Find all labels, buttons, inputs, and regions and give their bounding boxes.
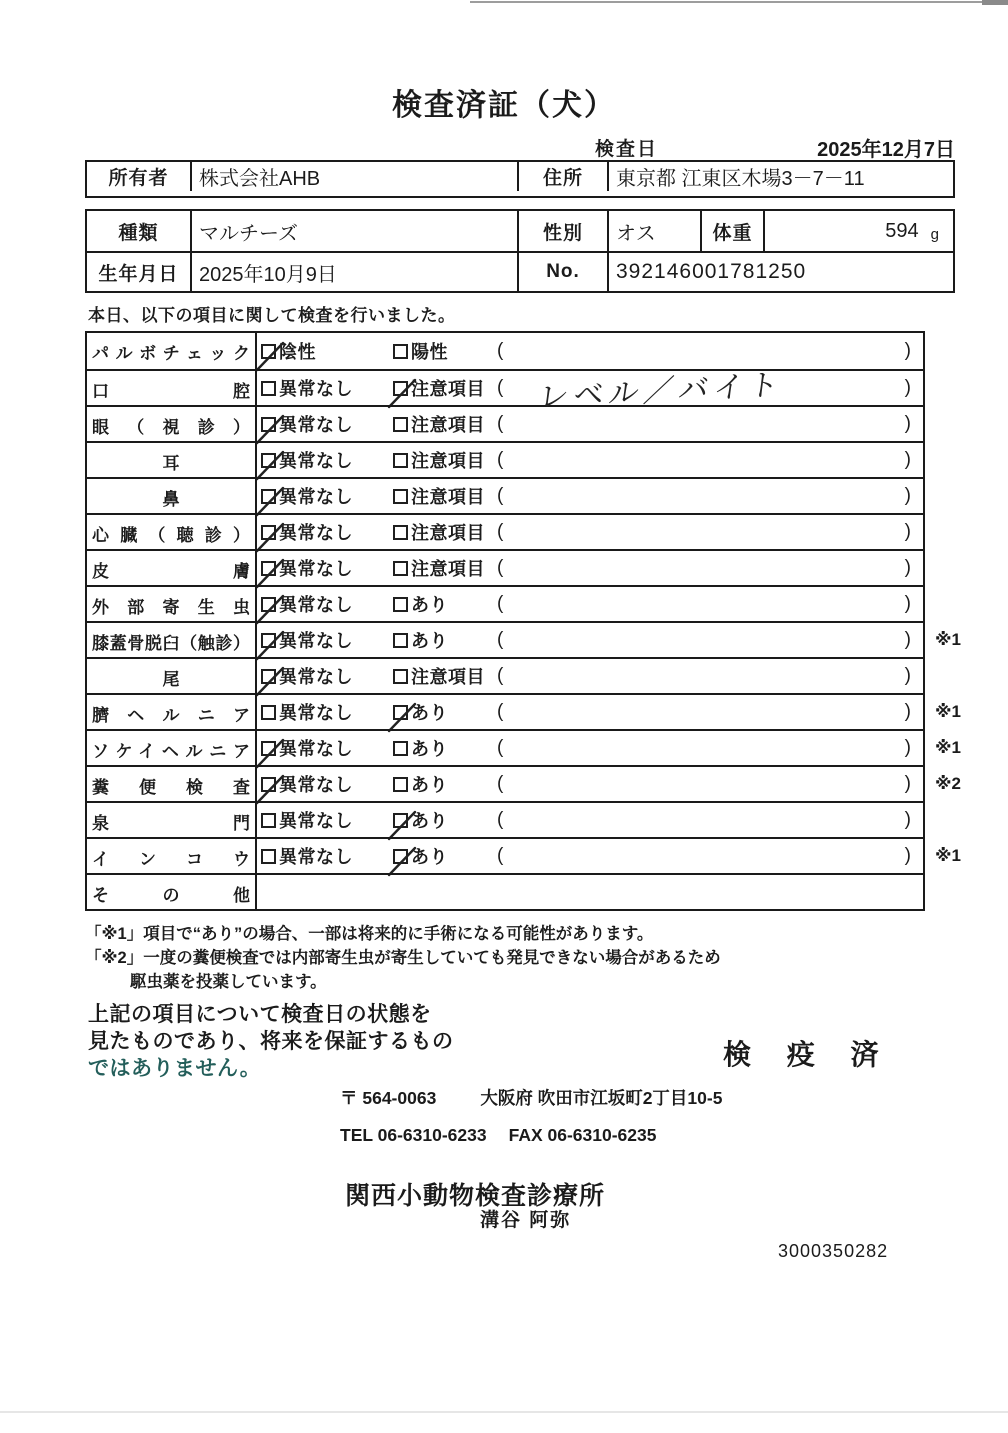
checklist-row-content xyxy=(257,551,923,585)
option-2-checkbox xyxy=(393,453,408,468)
option-2-option xyxy=(393,771,448,797)
option-2-label: あり xyxy=(411,775,448,795)
scan-artifact-corner xyxy=(982,0,1008,5)
remark-mark: ※2 xyxy=(935,774,961,793)
scan-artifact-bottom-line xyxy=(0,1411,1008,1413)
disclaimer-line-3: ではありません。 xyxy=(88,1057,262,1080)
option-2-option xyxy=(393,375,485,401)
option-1-option xyxy=(261,555,353,581)
no-label: No. xyxy=(519,253,609,291)
paren-open: ( xyxy=(497,845,504,866)
checklist-row xyxy=(87,513,923,549)
option-1-label: 異常なし xyxy=(279,775,353,795)
option-2-option xyxy=(393,627,448,653)
remark-mark: ※1 xyxy=(935,630,961,649)
page-title: 検査済証（犬） xyxy=(392,89,616,122)
option-2-option xyxy=(393,411,485,437)
disclaimer-line-2: 見たものであり、将来を保証するもの xyxy=(88,1030,454,1053)
check-slash-mark xyxy=(254,448,287,481)
option-1-option xyxy=(261,735,353,761)
checklist-row xyxy=(87,441,923,477)
option-2-checkbox-checked xyxy=(393,705,408,720)
paren-close: ) xyxy=(904,665,911,686)
checklist-item-label: 尾 xyxy=(87,659,257,693)
handwritten-note: レベル／バイト xyxy=(536,368,786,415)
birth-value: 2025年10月9日 xyxy=(192,253,519,291)
paren-close: ) xyxy=(904,377,911,398)
pet-row-1 xyxy=(87,211,953,251)
option-2-option xyxy=(393,555,485,581)
checklist-item-label: 泉門 xyxy=(87,803,257,837)
clinic-address-line xyxy=(340,1085,722,1110)
checklist-item-label: 鼻 xyxy=(87,479,257,513)
option-2-checkbox xyxy=(393,489,408,504)
option-1-option xyxy=(261,807,353,833)
option-1-checkbox-checked xyxy=(261,417,276,432)
option-1-label: 異常なし xyxy=(279,487,353,507)
paren-open: ( xyxy=(497,701,504,722)
option-2-option xyxy=(393,843,448,869)
birth-label: 生年月日 xyxy=(87,253,192,291)
option-1-option xyxy=(261,771,353,797)
checklist-item-label: 心臓（聴診） xyxy=(87,515,257,549)
option-1-option xyxy=(261,483,353,509)
checklist-row-content xyxy=(257,333,923,369)
option-2-checkbox xyxy=(393,561,408,576)
check-slash-mark xyxy=(386,808,419,841)
option-2-label: 注意項目 xyxy=(411,379,485,399)
weight-unit: g xyxy=(930,225,939,243)
check-slash-mark xyxy=(386,376,419,409)
option-1-label: 陰性 xyxy=(279,342,316,362)
option-2-option xyxy=(393,447,485,473)
option-2-label: あり xyxy=(411,847,448,867)
option-1-label: 異常なし xyxy=(279,595,353,615)
owner-table xyxy=(85,160,955,198)
option-2-checkbox xyxy=(393,525,408,540)
owner-value: 株式会社AHB xyxy=(192,162,519,191)
checklist-row xyxy=(87,405,923,441)
disclaimer-line-1: 上記の項目について検査日の状態を xyxy=(88,1003,432,1026)
option-1-checkbox-checked xyxy=(261,741,276,756)
paren-open: ( xyxy=(497,340,504,361)
option-1-option xyxy=(261,375,353,401)
option-2-option xyxy=(393,591,448,617)
paren-open: ( xyxy=(497,485,504,506)
checklist-row xyxy=(87,765,961,801)
footnote-1: 「※1」項目で“あり”の場合、一部は将来的に手術になる可能性があります。 xyxy=(85,925,654,943)
weight-value: 594 xyxy=(885,219,919,242)
option-2-label: 注意項目 xyxy=(411,667,485,687)
option-1-label: 異常なし xyxy=(279,703,353,723)
checklist-item-label: 耳 xyxy=(87,443,257,477)
weight-value-cell xyxy=(765,211,953,251)
address-value: 東京都 江東区木場3－7－11 xyxy=(616,168,865,190)
checklist-row xyxy=(87,837,961,873)
checklist-item-label: 口腔 xyxy=(87,371,257,405)
checklist-row xyxy=(87,873,923,909)
option-1-checkbox xyxy=(261,705,276,720)
footnotes xyxy=(85,922,721,994)
checklist-item-label: 外部寄生虫 xyxy=(87,587,257,621)
option-1-option xyxy=(261,591,353,617)
option-2-option xyxy=(393,663,485,689)
quarantine-stamp: 検 疫 済 xyxy=(723,1039,893,1070)
option-2-checkbox xyxy=(393,669,408,684)
clinic-fax: FAX 06-6310-6235 xyxy=(508,1125,657,1145)
footnote-2: 「※2」一度の糞便検査では内部寄生虫が寄生していても発見できない場合があるため xyxy=(85,949,721,967)
option-2-checkbox-checked xyxy=(393,849,408,864)
paren-close: ) xyxy=(904,629,911,650)
checklist-row-content xyxy=(257,659,923,693)
option-1-checkbox xyxy=(261,813,276,828)
option-2-checkbox xyxy=(393,741,408,756)
checklist-item-label: その他 xyxy=(87,875,257,909)
checklist-row-content xyxy=(257,875,923,909)
option-1-checkbox-checked xyxy=(261,669,276,684)
paren-open: ( xyxy=(497,629,504,650)
disclaimer-statement xyxy=(88,1001,454,1082)
checklist-item-label: 膝蓋骨脱臼（触診） xyxy=(87,623,257,657)
paren-open: ( xyxy=(497,665,504,686)
option-2-option xyxy=(393,699,448,725)
inspection-date-value: 2025年12月7日 xyxy=(817,139,955,161)
checklist-row xyxy=(87,693,961,729)
option-1-checkbox-checked xyxy=(261,633,276,648)
no-value: 392146001781250 xyxy=(616,260,807,283)
check-slash-mark xyxy=(254,484,287,517)
checklist-item-label: 眼（視診） xyxy=(87,407,257,441)
option-2-label: 注意項目 xyxy=(411,523,485,543)
checklist-row-content xyxy=(257,695,923,729)
checklist-row xyxy=(87,477,923,513)
option-1-label: 異常なし xyxy=(279,451,353,471)
checklist-row xyxy=(87,333,923,369)
checklist-row-content xyxy=(257,623,923,657)
option-2-checkbox-checked xyxy=(393,813,408,828)
intro-text: 本日、以下の項目に関して検査を行いました。 xyxy=(88,306,456,325)
option-1-checkbox-checked xyxy=(261,777,276,792)
option-1-label: 異常なし xyxy=(279,631,353,651)
checklist-row xyxy=(87,549,923,585)
paren-open: ( xyxy=(497,737,504,758)
checklist-row-content xyxy=(257,731,923,765)
option-2-label: あり xyxy=(411,703,448,723)
clinic-address: 大阪府 吹田市江坂町2丁目10-5 xyxy=(480,1088,723,1108)
pet-table xyxy=(85,209,955,293)
checklist-row-content xyxy=(257,479,923,513)
address-label: 住所 xyxy=(519,162,609,191)
check-slash-mark xyxy=(254,592,287,625)
option-2-checkbox xyxy=(393,417,408,432)
clinic-tel-line xyxy=(340,1125,656,1146)
clinic-person: 溝谷 阿弥 xyxy=(480,1210,572,1231)
option-2-label: 注意項目 xyxy=(411,451,485,471)
option-1-checkbox-checked xyxy=(261,525,276,540)
check-slash-mark xyxy=(254,736,287,769)
checklist-row xyxy=(87,657,923,693)
option-1-checkbox-checked xyxy=(261,489,276,504)
check-slash-mark xyxy=(254,339,287,372)
option-2-option xyxy=(393,519,485,545)
sex-label: 性別 xyxy=(519,211,609,251)
breed-value: マルチーズ xyxy=(192,211,519,251)
owner-label: 所有者 xyxy=(87,162,192,191)
paren-open: ( xyxy=(497,593,504,614)
option-2-option xyxy=(393,483,485,509)
option-2-checkbox-checked xyxy=(393,381,408,396)
clinic-tel: TEL 06-6310-6233 xyxy=(340,1125,487,1145)
option-2-label: 注意項目 xyxy=(411,559,485,579)
option-2-label: 注意項目 xyxy=(411,415,485,435)
check-slash-mark xyxy=(254,412,287,445)
option-2-label: 陽性 xyxy=(411,342,448,362)
option-1-label: 異常なし xyxy=(279,847,353,867)
checklist-row-content xyxy=(257,767,923,801)
option-2-checkbox xyxy=(393,777,408,792)
checklist-item-label: インコウ xyxy=(87,839,257,873)
checklist-item-label: 皮膚 xyxy=(87,551,257,585)
checklist-row-content xyxy=(257,368,923,415)
clinic-postal: 〒 564-0063 xyxy=(340,1088,437,1108)
option-1-checkbox-checked xyxy=(261,344,276,359)
checklist-row xyxy=(87,801,923,837)
option-2-checkbox xyxy=(393,633,408,648)
inspection-date-label: 検査日 xyxy=(595,139,659,160)
option-1-label: 異常なし xyxy=(279,523,353,543)
remark-mark: ※1 xyxy=(935,738,961,757)
clinic-name: 関西小動物検査診療所 xyxy=(345,1182,606,1210)
check-slash-mark xyxy=(254,628,287,661)
pet-row-2 xyxy=(87,251,953,291)
option-2-option xyxy=(393,807,448,833)
option-1-option xyxy=(261,411,353,437)
paren-open: ( xyxy=(497,413,504,434)
option-1-option xyxy=(261,699,353,725)
paren-open: ( xyxy=(497,773,504,794)
check-slash-mark xyxy=(386,700,419,733)
option-2-checkbox xyxy=(393,597,408,612)
paren-close: ) xyxy=(904,413,911,434)
option-1-option xyxy=(261,447,353,473)
check-slash-mark xyxy=(254,772,287,805)
paren-close: ) xyxy=(904,449,911,470)
option-1-checkbox xyxy=(261,849,276,864)
option-2-checkbox xyxy=(393,344,408,359)
option-1-label: 異常なし xyxy=(279,379,353,399)
paren-close: ) xyxy=(904,557,911,578)
option-1-option xyxy=(261,627,353,653)
check-slash-mark xyxy=(254,520,287,553)
paren-close: ) xyxy=(904,809,911,830)
checklist-row-content xyxy=(257,803,923,837)
option-1-option xyxy=(261,663,353,689)
checklist-row-content xyxy=(257,515,923,549)
option-1-option xyxy=(261,338,316,364)
checklist-item-label: パルボチェック xyxy=(87,333,257,369)
option-2-label: あり xyxy=(411,739,448,759)
checklist-item-label: ソケイヘルニア xyxy=(87,731,257,765)
option-2-label: あり xyxy=(411,631,448,651)
option-1-checkbox-checked xyxy=(261,597,276,612)
option-1-checkbox-checked xyxy=(261,561,276,576)
option-1-label: 異常なし xyxy=(279,739,353,759)
option-1-label: 異常なし xyxy=(279,559,353,579)
checklist-row xyxy=(87,368,923,415)
checklist-item-label: 糞便検査 xyxy=(87,767,257,801)
paren-close: ) xyxy=(904,485,911,506)
option-2-label: あり xyxy=(411,811,448,831)
paren-close: ) xyxy=(904,737,911,758)
paren-close: ) xyxy=(904,845,911,866)
checklist-row-content xyxy=(257,839,923,873)
option-1-option xyxy=(261,519,353,545)
paren-close: ) xyxy=(904,593,911,614)
option-2-label: 注意項目 xyxy=(411,487,485,507)
paren-close: ) xyxy=(904,773,911,794)
paren-open: ( xyxy=(497,557,504,578)
weight-label: 体重 xyxy=(702,211,765,251)
checklist-row xyxy=(87,585,923,621)
paren-close: ) xyxy=(904,701,911,722)
remark-mark: ※1 xyxy=(935,846,961,865)
paren-open: ( xyxy=(497,809,504,830)
checklist-row-content xyxy=(257,443,923,477)
paren-open: ( xyxy=(497,377,504,398)
remark-mark: ※1 xyxy=(935,702,961,721)
sex-value: オス xyxy=(609,211,702,251)
check-slash-mark xyxy=(386,844,419,877)
option-1-label: 異常なし xyxy=(279,667,353,687)
breed-label: 種類 xyxy=(87,211,192,251)
option-2-option xyxy=(393,338,448,364)
option-2-option xyxy=(393,735,448,761)
option-1-option xyxy=(261,843,353,869)
paren-open: ( xyxy=(497,449,504,470)
paren-close: ) xyxy=(904,340,911,361)
footnote-3: 駆虫薬を投薬しています。 xyxy=(130,973,327,991)
option-2-label: あり xyxy=(411,595,448,615)
checklist-row xyxy=(87,729,961,765)
option-1-label: 異常なし xyxy=(279,811,353,831)
paren-close: ) xyxy=(904,521,911,542)
checklist-row-content xyxy=(257,587,923,621)
checklist-table xyxy=(85,331,961,911)
owner-row xyxy=(87,162,953,191)
paren-open: ( xyxy=(497,521,504,542)
serial-number: 3000350282 xyxy=(778,1241,889,1261)
checklist-item-label: 臍ヘルニア xyxy=(87,695,257,729)
check-slash-mark xyxy=(254,664,287,697)
check-slash-mark xyxy=(254,556,287,589)
checklist-row xyxy=(87,621,961,657)
option-1-checkbox xyxy=(261,381,276,396)
scan-artifact-top-line xyxy=(470,1,1008,3)
option-1-label: 異常なし xyxy=(279,415,353,435)
option-1-checkbox-checked xyxy=(261,453,276,468)
